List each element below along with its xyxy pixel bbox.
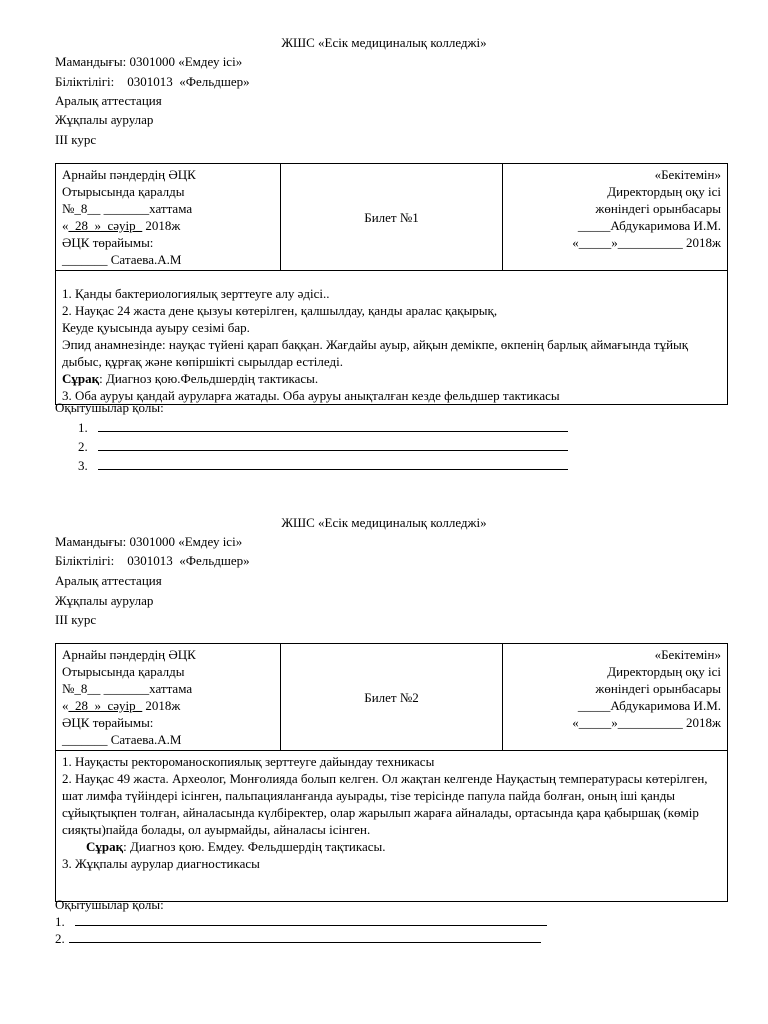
ticket-number: Билет №1 bbox=[281, 164, 503, 271]
director-line: жөніндегі орынбасары bbox=[595, 681, 721, 696]
course: ІІІ курс bbox=[55, 132, 97, 147]
question-3: 3. Оба ауруы қандай ауруларға жатады. Оба ауруы анықталған кезде фельдшер тактикасы bbox=[62, 388, 560, 403]
approval-director-cell bbox=[503, 644, 728, 751]
chair-label: ӘЦК төрайымы: bbox=[62, 235, 154, 250]
question-2-task: Сұрақ: Диагноз қою. Емдеу. Фельдшердің тақтикасы. bbox=[86, 839, 386, 854]
subject: Жұқпалы аурулар bbox=[55, 593, 154, 608]
director-line: Директордың оқу ісі bbox=[607, 184, 721, 199]
date-line: «_28_»_сәуір_ 2018ж bbox=[62, 218, 181, 233]
specialty: Мамандығы: 0301000 «Емдеу ісі» bbox=[55, 54, 243, 69]
signatures-label: Оқытушылар қолы: bbox=[55, 897, 164, 912]
approve-date: «_____»__________ 2018ж bbox=[572, 235, 721, 250]
question-1: 1. Қанды бактериологиялық зерттеуге алу әдісі.. bbox=[62, 286, 330, 301]
ticket-table bbox=[55, 643, 728, 902]
director-signature: _____Абдукаримова И.М. bbox=[577, 218, 721, 233]
signatures-label: Оқытушылар қолы: bbox=[55, 400, 164, 415]
chair-label: ӘЦК төрайымы: bbox=[62, 715, 154, 730]
course: ІІІ курс bbox=[55, 612, 97, 627]
director-line: Директордың оқу ісі bbox=[607, 664, 721, 679]
subject: Жұқпалы аурулар bbox=[55, 112, 154, 127]
ticket-number: Билет №2 bbox=[281, 644, 503, 751]
committee-line: Отырысында қаралды bbox=[62, 664, 185, 679]
question-1: 1. Науқасты ректороманоскопиялық зерттеуге дайындау техникасы bbox=[62, 754, 435, 769]
qualification: Біліктілігі: 0301013 «Фельдшер» bbox=[55, 74, 250, 89]
qualification: Біліктілігі: 0301013 «Фельдшер» bbox=[55, 553, 250, 568]
approve-line: «Бекітемін» bbox=[654, 647, 721, 662]
signature-line-2: 2. bbox=[55, 930, 541, 947]
question-2-cont: Кеуде қуысында ауыру сезімі бар. bbox=[62, 320, 250, 335]
attestation: Аралық аттестация bbox=[55, 93, 162, 108]
director-line: жөніндегі орынбасары bbox=[595, 201, 721, 216]
specialty: Мамандығы: 0301000 «Емдеу ісі» bbox=[55, 534, 243, 549]
signature-line-1: 1. bbox=[78, 419, 568, 436]
question-2-task: Сұрақ: Диагноз қою.Фельдшердің тактикасы. bbox=[62, 371, 319, 386]
approve-date: «_____»__________ 2018ж bbox=[572, 715, 721, 730]
protocol-line: №_8__ _______хаттама bbox=[62, 681, 193, 696]
chair-signature: _______ Сатаева.А.М bbox=[62, 732, 182, 747]
committee-line: Арнайы пәндердің ӘЦК bbox=[62, 647, 196, 662]
approval-director-cell bbox=[503, 164, 728, 271]
committee-line: Отырысында қаралды bbox=[62, 184, 185, 199]
question-2: 2. Науқас 24 жаста дене қызуы көтерілген, қалшылдау, қанды аралас қақырық, bbox=[62, 303, 498, 318]
protocol-line: №_8__ _______хаттама bbox=[62, 201, 193, 216]
question-2-anamnesis: Эпид анамнезінде: науқас түйені қарап баққан. Жағдайы ауыр, айқын демікпе, өкпенің барлық аймағында тұйық дыбыс, құрғақ және көпіршікті сырылдар естіледі. bbox=[62, 337, 689, 369]
question-3: 3. Жұқпалы аурулар диагностикасы bbox=[62, 856, 260, 871]
approval-committee-cell bbox=[56, 164, 281, 271]
signature-line-1: 1. bbox=[55, 913, 547, 930]
approve-line: «Бекітемін» bbox=[654, 167, 721, 182]
director-signature: _____Абдукаримова И.М. bbox=[577, 698, 721, 713]
signature-line-3: 3. bbox=[78, 457, 568, 474]
questions-cell bbox=[56, 271, 728, 405]
attestation: Аралық аттестация bbox=[55, 573, 162, 588]
date-line: «_28_»_сәуір_ 2018ж bbox=[62, 698, 181, 713]
college-title: ЖШС «Есік медициналық колледжі» bbox=[281, 35, 487, 50]
questions-cell bbox=[56, 751, 728, 902]
signature-line-2: 2. bbox=[78, 438, 568, 455]
question-2: 2. Науқас 49 жаста. Археолог, Монғолияда болып келген. Ол жақтан келгенде Науқастың температурасы көтерілген, шат лимфа түйіндері ісінген, пальпацияланғанда ауырады, тізе терісінде папула пайда болған, оның іші қанды сұйықтықпен толған, айналасында күлбіректер, олар жарылып жараға айналады, ортасында қара қабыршақ (көмір сияқты)пайда болады, ол ауырмайды, айналасы ісінген. bbox=[62, 771, 708, 837]
approval-committee-cell bbox=[56, 644, 281, 751]
college-title: ЖШС «Есік медициналық колледжі» bbox=[281, 515, 487, 530]
ticket-table bbox=[55, 163, 728, 405]
committee-line: Арнайы пәндердің ӘЦК bbox=[62, 167, 196, 182]
chair-signature: _______ Сатаева.А.М bbox=[62, 252, 182, 267]
